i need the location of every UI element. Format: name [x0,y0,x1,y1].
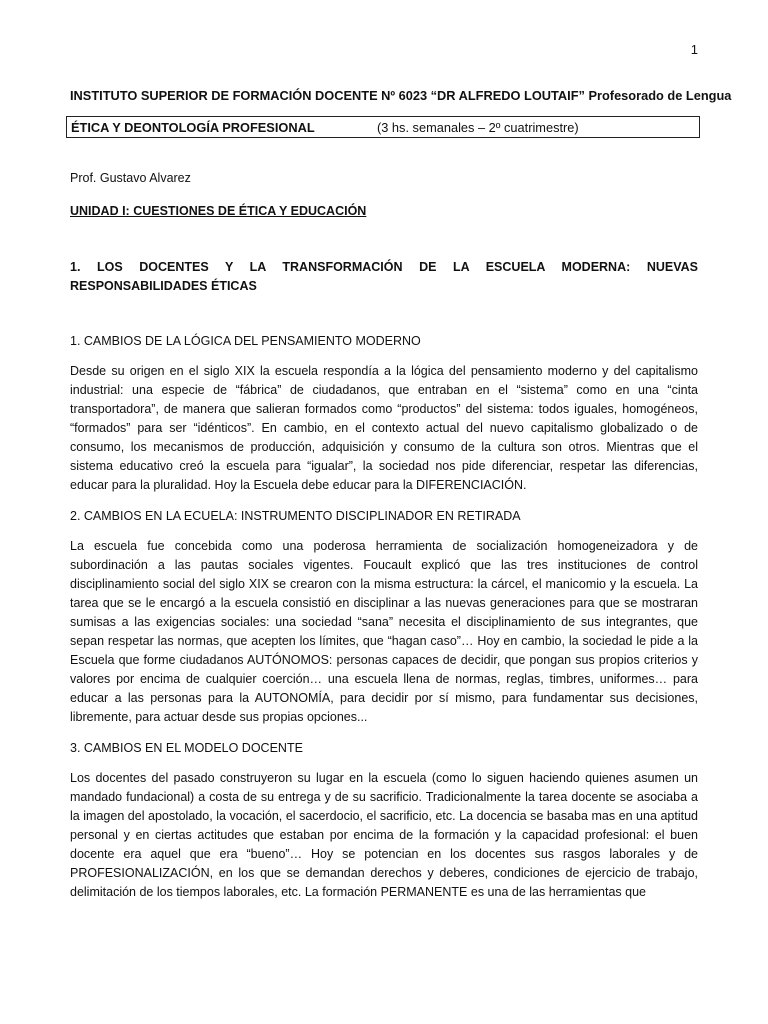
page-number: 1 [690,42,698,57]
section-body: Los docentes del pasado construyeron su lugar en la escuela (como lo siguen haciendo quienes asumen un mandado fundacional) a costa de su entrega y de su sacrificio. Tradicionalmente la tarea docente se asociaba a la imagen del apostolado, la vocación, el sacerdocio, el sacrificio, etc. La docencia se basaba mas en una aptitud personal y en ciertas actitudes que estaban por encima de la formación y la capacidad profesional: el buen docente era aquel que era “bueno”… Hoy se potencian en los docentes sus rasgos laborales y de PROFESIONALIZACIÓN, en los que se demandan derechos y deberes, condiciones de ejercicio de trabajo, delimitación de los tiempos laborales, etc. La formación PERMANENTE es una de las herramientas que [70,771,698,899]
professor-name: Prof. Gustavo Alvarez [70,171,191,185]
section-body: Desde su origen en el siglo XIX la escuela respondía a la lógica del pensamiento moderno y del capitalismo industrial: una especie de “fábrica” de ciudadanos, que entraban en el “sistema” como en una “cinta transportadora”, de manera que salieran formados como “productos” del sistema: todos iguales, homogéneos, “formados” para ser “idénticos”. En cambio, en el contexto actual del nuevo capitalismo globalizado o de consumo, los mecanismos de producción, adquisición y consumo de la cultura son otros. Mientras que el sistema educativo creó la escuela para “igualar”, la sociedad nos pide diferenciar, respetar las diferencias, educar para la pluralidad. Hoy la Escuela debe educar para la DIFERENCIACIÓN. [70,364,698,492]
course-schedule: (3 hs. semanales – 2º cuatrimestre) [377,119,579,135]
institute-title: INSTITUTO SUPERIOR DE FORMACIÓN DOCENTE Nº 6023 “DR ALFREDO LOUTAIF” Profesorado de Lengua [70,88,732,103]
section-body: La escuela fue concebida como una poderosa herramienta de socialización homogeneizadora y de subordinación a las pautas sociales vigentes. Foucault explicó que las tres instituciones de control disciplinamiento social del siglo XIX se crearon con la misma estructura: la cárcel, el manicomio y la escuela. La tarea que se le encargó a la escuela consistió en disciplinar a las nuevas generaciones para que se mostraran sumisas a las exigencias sociales: una sociedad “sana” necesita el disciplinamiento de sus integrantes, que sepan respetar las normas, que acepten los límites, que “hagan caso”… Hoy en cambio, la sociedad le pide a la Escuela que forme ciudadanos AUTÓNOMOS: personas capaces de decidir, que pongan sus propios criterios y valores por encima de cualquier coerción… una escuela llena de normas, reglas, timbres, uniformes… para educar a las personas para la AUTONOMÍA, para decidir por sí mismo, para fundamentar sus decisiones, libremente, para actuar desde sus propias opciones... [70,539,698,724]
course-name: ÉTICA Y DEONTOLOGÍA PROFESIONAL [71,119,315,135]
unit-title: UNIDAD I: CUESTIONES DE ÉTICA Y EDUCACIÓN [70,204,367,218]
section-title: 3. CAMBIOS EN EL MODELO DOCENTE [70,741,303,755]
section-title: 2. CAMBIOS EN LA ECUELA: INSTRUMENTO DISCIPLINADOR EN RETIRADA [70,509,521,523]
section-title: 1. CAMBIOS DE LA LÓGICA DEL PENSAMIENTO MODERNO [70,334,421,348]
document-content [70,86,732,902]
course-info-box [66,116,700,138]
main-heading: 1. LOS DOCENTES Y LA TRANSFORMACIÓN DE LA ESCUELA MODERNA: NUEVAS RESPONSABILIDADES ÉTICAS [70,260,698,293]
